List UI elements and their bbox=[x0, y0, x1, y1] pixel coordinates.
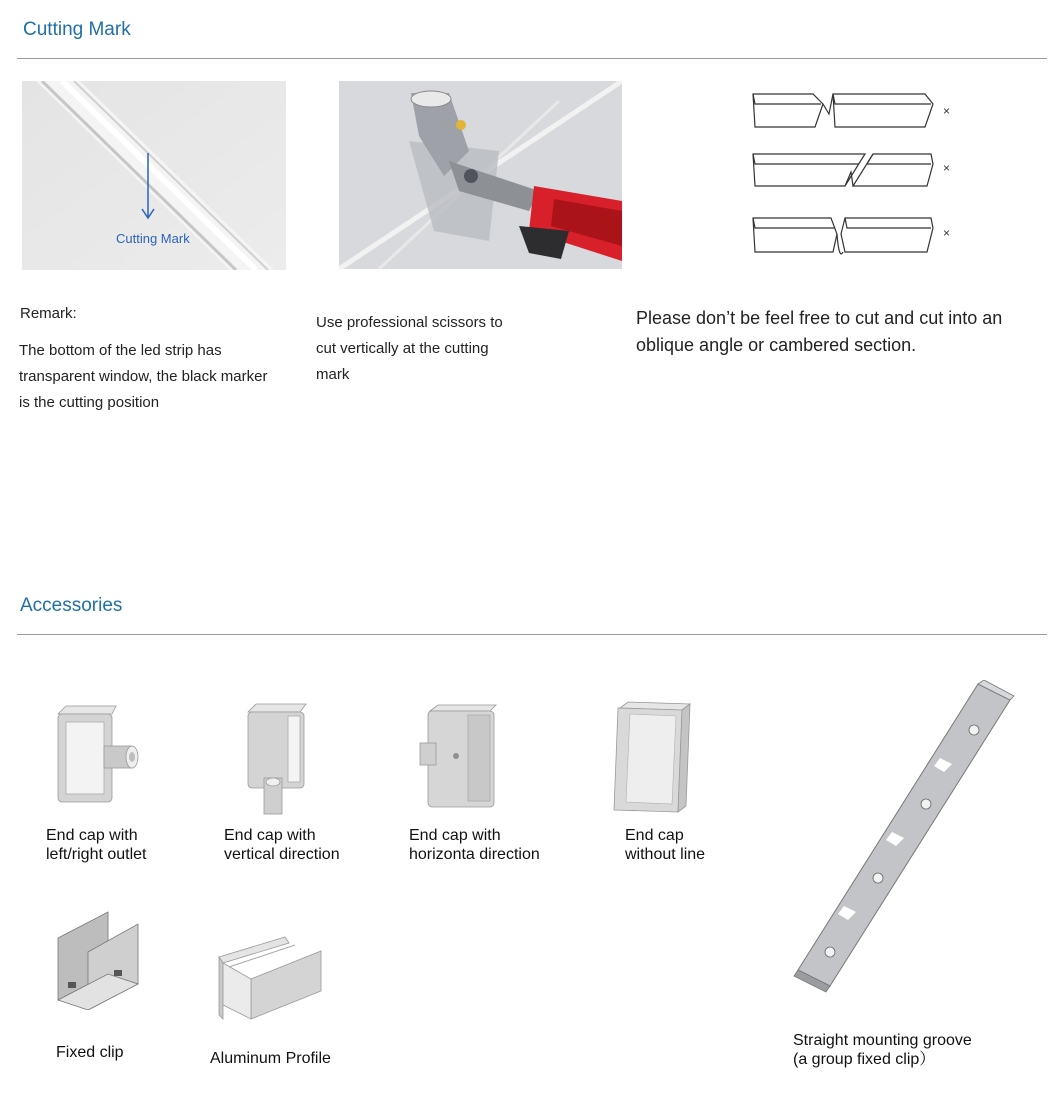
aluminum-profile-image bbox=[215, 935, 325, 1021]
remark-line-3: is the cutting position bbox=[19, 394, 160, 411]
cutting-mark-divider bbox=[17, 58, 1047, 59]
end-cap-without-line-caption bbox=[625, 826, 705, 864]
fixed-clip-image bbox=[54, 910, 144, 1010]
warning-text bbox=[636, 305, 1002, 359]
end-cap-vertical-image bbox=[244, 702, 312, 818]
accessories-divider bbox=[17, 634, 1047, 635]
scissors-line-1: Use professional scissors to bbox=[316, 314, 503, 331]
remark-line-2: transparent window, the black marker bbox=[19, 368, 268, 385]
cutting-mark-photo-label: Cutting Mark bbox=[116, 231, 190, 246]
warning-line-1: Please don’t be feel free to cut and cut into an bbox=[636, 308, 1003, 328]
caption-line: vertical direction bbox=[224, 846, 340, 863]
caption-line: End cap with bbox=[46, 827, 138, 844]
scissors-photo bbox=[339, 81, 622, 269]
caption-line: Straight mounting groove bbox=[793, 1032, 972, 1049]
caption-line: Aluminum Profile bbox=[210, 1050, 331, 1067]
end-cap-left-right-image bbox=[52, 700, 144, 808]
caption-line: left/right outlet bbox=[46, 846, 147, 863]
caption-line: horizonta direction bbox=[409, 846, 540, 863]
accessories-title: Accessories bbox=[20, 595, 123, 616]
remark-text bbox=[19, 338, 267, 416]
scissors-line-3: mark bbox=[316, 366, 350, 383]
caption-line: without line bbox=[625, 846, 706, 863]
caption-line: End cap with bbox=[224, 827, 316, 844]
wrong-mark-1: × bbox=[943, 104, 951, 118]
wrong-mark-2: × bbox=[943, 161, 951, 175]
cutting-mark-photo bbox=[22, 81, 286, 270]
wrong-mark-3: × bbox=[943, 226, 951, 240]
end-cap-without-line-image bbox=[610, 700, 694, 816]
caption-line: Fixed clip bbox=[56, 1044, 124, 1061]
scissors-line-2: cut vertically at the cutting bbox=[316, 340, 489, 357]
mounting-groove-caption bbox=[793, 1031, 972, 1069]
aluminum-profile-caption bbox=[210, 1049, 331, 1068]
caption-line: End cap with bbox=[409, 827, 501, 844]
caption-line: (a group fixed clip） bbox=[793, 1051, 936, 1068]
warning-line-2: oblique angle or cambered section. bbox=[636, 335, 917, 355]
fixed-clip-caption bbox=[56, 1043, 124, 1062]
wrong-cut-diagram bbox=[745, 84, 965, 264]
remark-heading: Remark: bbox=[20, 305, 77, 322]
mounting-groove-image bbox=[792, 680, 1016, 994]
cutting-mark-title: Cutting Mark bbox=[23, 19, 131, 40]
end-cap-horizontal-image bbox=[418, 703, 500, 809]
end-cap-vertical-caption bbox=[224, 826, 340, 864]
scissors-text bbox=[316, 310, 503, 388]
end-cap-left-right-caption bbox=[46, 826, 147, 864]
end-cap-horizontal-caption bbox=[409, 826, 540, 864]
remark-line-1: The bottom of the led strip has bbox=[19, 342, 222, 359]
caption-line: End cap bbox=[625, 827, 684, 844]
